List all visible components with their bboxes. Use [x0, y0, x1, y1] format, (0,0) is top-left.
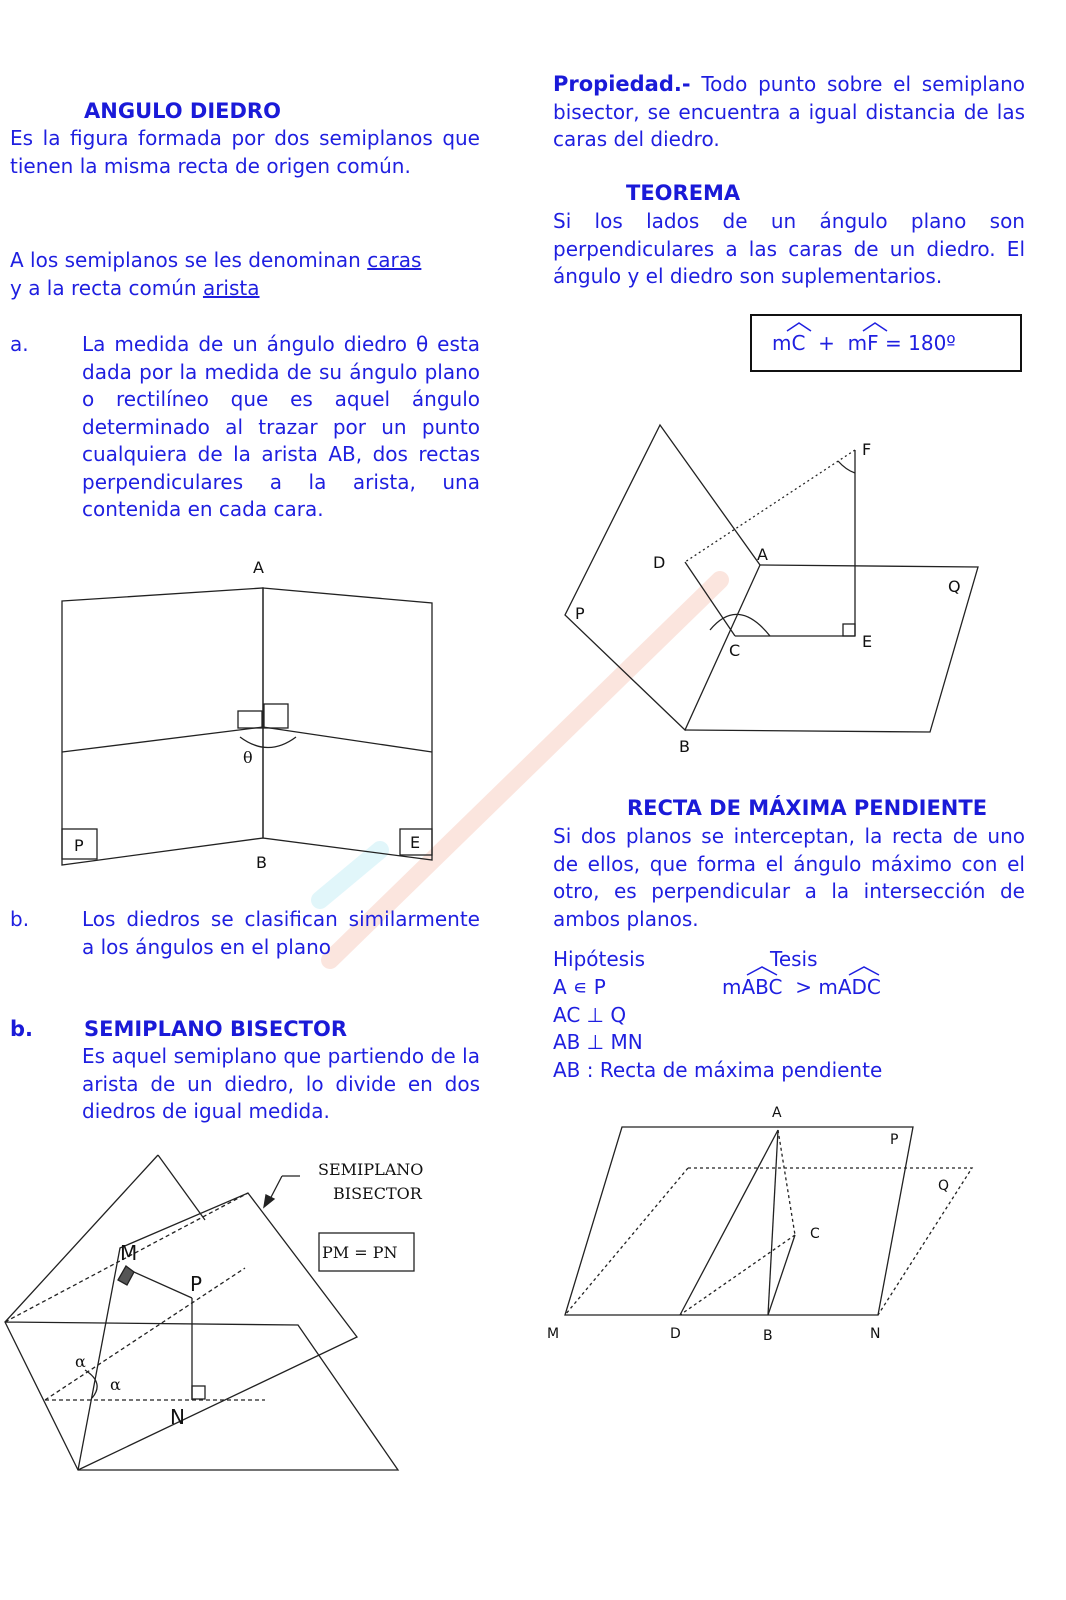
label-b: B — [256, 853, 267, 872]
bisector-marker: b. — [10, 1017, 34, 1041]
plus: + — [818, 331, 835, 355]
angle-adc: mADC — [818, 975, 881, 999]
caras-prefix: A los semiplanos se les denominan — [10, 248, 368, 272]
label-p: P — [575, 604, 585, 623]
title-angulo-diedro: ANGULO DIEDRO — [84, 99, 281, 123]
hyp-item: A ∊ P — [553, 975, 606, 999]
equals-180: = 180º — [885, 331, 956, 355]
recta-title: RECTA DE MÁXIMA PENDIENTE — [627, 796, 988, 820]
angle-abc: mABC — [722, 975, 783, 999]
label-b: B — [763, 1328, 773, 1344]
label-p: P — [74, 836, 84, 855]
label-n: N — [870, 1326, 881, 1342]
bisector-text: Es aquel semiplano que partiendo de la arista de un diedro, lo divide en dos diedros de igual medida. — [82, 1044, 480, 1123]
hyp-item: AC ⊥ Q — [553, 1002, 627, 1027]
angle-c: mC — [772, 331, 805, 355]
dihedral-diagram — [62, 558, 432, 872]
hyp-item: AB ⊥ MN — [553, 1030, 643, 1054]
label-b: B — [679, 737, 690, 756]
label-n: N — [170, 1405, 185, 1429]
arista-prefix: y a la recta común — [10, 275, 203, 300]
item-b-marker: b. — [10, 907, 30, 931]
item-a-marker: a. — [10, 332, 29, 356]
definition-text: Es la figura formada por dos semiplanos que tienen la misma recta de origen común. — [10, 126, 480, 178]
label-m: M — [547, 1326, 560, 1342]
caras-word: caras — [367, 248, 422, 272]
label-a: A — [772, 1105, 782, 1121]
hipotesis-label: Hipótesis — [553, 947, 646, 971]
max-slope-diagram — [547, 1105, 972, 1344]
recta-text: Si dos planos se interceptan, la recta de uno de ellos, que forma el ángulo máximo con el otro, es perpendicular a la intersección de ambos planos. — [553, 824, 1025, 931]
label-a: A — [757, 545, 768, 564]
label-alpha: α — [75, 1352, 86, 1371]
greater-than: > — [795, 975, 812, 999]
propiedad-body: Todo punto sobre el semiplano bisector, se encuentra a igual distancia de las caras del diedro. — [553, 72, 1025, 151]
bisector-diagram — [5, 1155, 423, 1470]
label-theta: θ — [243, 748, 253, 767]
label-q: Q — [948, 577, 961, 596]
bisector-title: SEMIPLANO BISECTOR — [84, 1017, 347, 1041]
teorema-text: Si los lados de un ángulo plano son perpendiculares a las caras de un diedro. El ángulo y el diedro son suplementarios. — [553, 209, 1025, 288]
label-bisector: BISECTOR — [333, 1184, 422, 1203]
label-p: P — [890, 1132, 899, 1148]
item-b-text: Los diedros se clasifican similarmente a los ángulos en el plano — [82, 907, 480, 959]
label-m: M — [120, 1241, 138, 1265]
formula-pm-pn: PM = PN — [322, 1243, 398, 1262]
label-semiplano: SEMIPLANO — [318, 1160, 424, 1179]
arista-word: arista — [202, 275, 260, 300]
hyp-item: AB : Recta de máxima pendiente — [553, 1057, 883, 1082]
label-d: D — [670, 1326, 681, 1342]
label-c: C — [729, 641, 741, 660]
label-e: E — [862, 632, 873, 651]
label-c: C — [810, 1226, 820, 1242]
label-e: E — [410, 833, 421, 852]
item-a-text: La medida de un ángulo diedro θ esta dada por la medida de su ángulo plano o rectilíneo que es aquel ángulo determinado al trazar por un punto cualquiera de la arista AB, dos rectas perpendiculares a la arista, una contenida en cada cara. — [82, 332, 480, 521]
supplementary-diagram — [565, 425, 978, 756]
angle-f: mF — [848, 331, 879, 355]
label-f: F — [862, 440, 872, 459]
label-a: A — [253, 558, 264, 577]
label-p: P — [190, 1272, 203, 1296]
label-q: Q — [938, 1178, 950, 1194]
teorema-title: TEOREMA — [626, 181, 741, 205]
propiedad-title: Propiedad.- — [553, 72, 691, 96]
label-d: D — [653, 553, 666, 572]
label-alpha: α — [110, 1375, 121, 1394]
tesis-label: Tesis — [770, 947, 818, 971]
